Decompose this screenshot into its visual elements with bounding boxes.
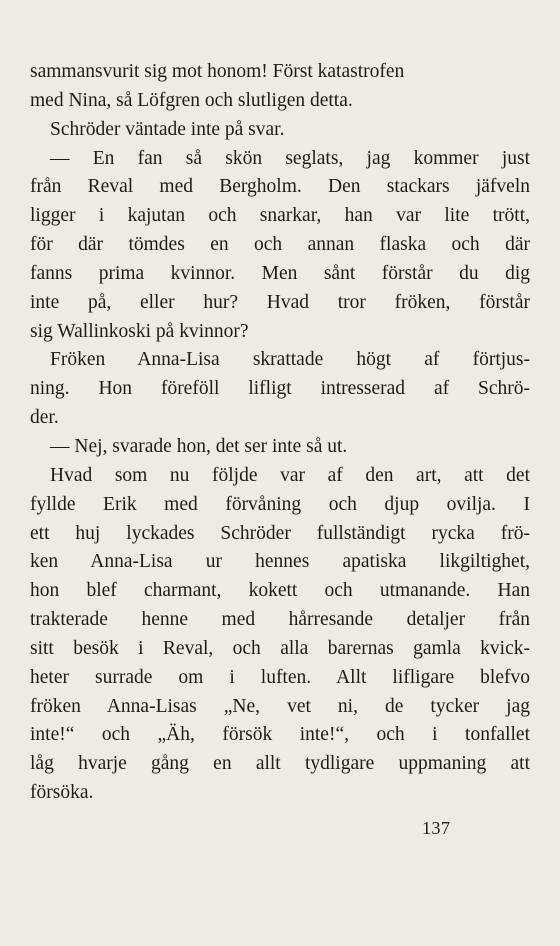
text-line: heter surrade om i luften. Allt lifligare blefvo <box>30 666 530 688</box>
text-line: hon blef charmant, kokett och utmanande. Han <box>30 580 530 602</box>
text-line: ett huj lyckades Schröder fullständigt rycka frö- <box>30 522 530 544</box>
text-line: sitt besök i Reval, och alla barernas gamla kvick- <box>30 637 530 659</box>
text-line: för där tömdes en och annan flaska och där <box>30 234 530 256</box>
text-line: — Nej, svarade hon, det ser inte så ut. <box>50 435 348 457</box>
text-line: der. <box>30 407 59 429</box>
text-line: ken Anna-Lisa ur hennes apatiska likgiltighet, <box>30 551 530 573</box>
text-line: fanns prima kvinnor. Men sånt förstår du dig <box>30 262 530 284</box>
text-line: fröken Anna-Lisas „Ne, vet ni, de tycker jag <box>30 695 530 717</box>
text-line: Hvad som nu följde var af den art, att det <box>50 464 530 486</box>
text-line: ning. Hon föreföll lifligt intresserad af Schrö- <box>30 378 530 400</box>
text-line: trakterade henne med hårresande detaljer från <box>30 609 530 631</box>
text-line: från Reval med Bergholm. Den stackars jäfveln <box>30 176 530 198</box>
text-line: försöka. <box>30 782 94 804</box>
text-line: inte!“ och „Äh, försök inte!“, och i tonfallet <box>30 724 530 746</box>
page-number: 137 <box>422 818 451 838</box>
text-line: sig Wallinkoski på kvinnor? <box>30 320 249 342</box>
body-text <box>30 58 530 808</box>
text-line: inte på, eller hur? Hvad tror fröken, förstår <box>30 291 530 313</box>
text-line: ligger i kajutan och snarkar, han var lite trött, <box>30 205 530 227</box>
text-line: Fröken Anna-Lisa skrattade högt af förtjus- <box>50 349 530 371</box>
text-line: — En fan så skön seglats, jag kommer just <box>50 147 530 169</box>
text-line: fyllde Erik med förvåning och djup ovilja. I <box>30 493 530 515</box>
text-line: låg hvarje gång en allt tydligare uppmaning att <box>30 753 530 775</box>
text-line: Schröder väntade inte på svar. <box>50 118 285 140</box>
text-line: sammansvurit sig mot honom! Först katastrofen <box>30 61 405 82</box>
text-line: med Nina, så Löfgren och slutligen detta. <box>30 89 353 111</box>
